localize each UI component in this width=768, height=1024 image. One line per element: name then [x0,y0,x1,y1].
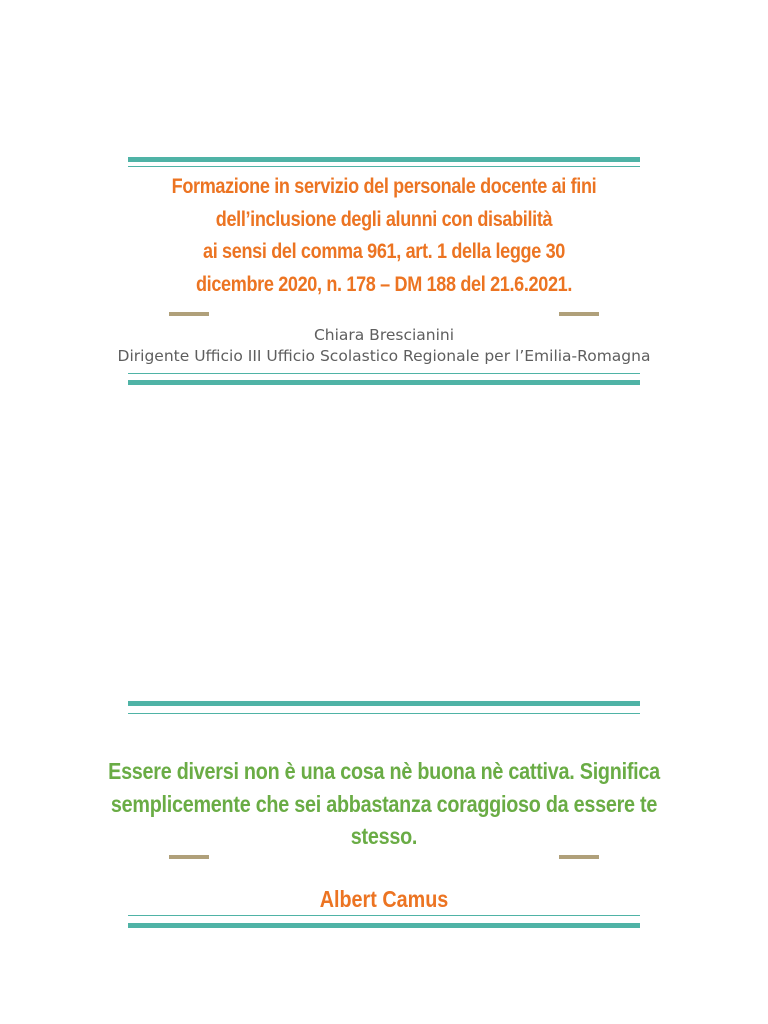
right-accent-bar [559,855,599,859]
author-role: Dirigente Ufficio III Ufficio Scolastico Regionale per l’Emilia-Romagna [117,347,651,365]
title-line: dicembre 2020, n. 178 – DM 188 del 21.6.2021. [195,272,573,296]
bottom-thick-rule [128,923,640,928]
top-thin-rule [128,166,640,167]
slide-title [131,171,637,301]
top-thin-rule [128,713,640,714]
quote-line: semplicemente che sei abbastanza coraggioso da essere te [110,790,658,817]
right-accent-bar [559,312,599,316]
quote-text [105,755,662,853]
left-accent-bar [169,312,209,316]
bottom-thin-rule [128,373,640,374]
quote-line: stesso. [350,823,418,849]
top-thick-rule [128,157,640,162]
title-line: Formazione in servizio del personale docente ai fini [171,175,597,198]
title-line: ai sensi del comma 961, art. 1 della legge 30 [203,240,565,263]
bottom-thick-rule [128,380,640,385]
author-name: Chiara Brescianini [313,326,455,344]
quote-author: Albert Camus [319,886,449,912]
quote-line: Essere diversi non è una cosa nè buona nè cattiva. Significa [108,758,660,784]
top-thick-rule [128,701,640,706]
left-accent-bar [169,855,209,859]
title-line: dell’inclusione degli alunni con disabilità [215,207,553,231]
bottom-thin-rule [128,915,640,916]
